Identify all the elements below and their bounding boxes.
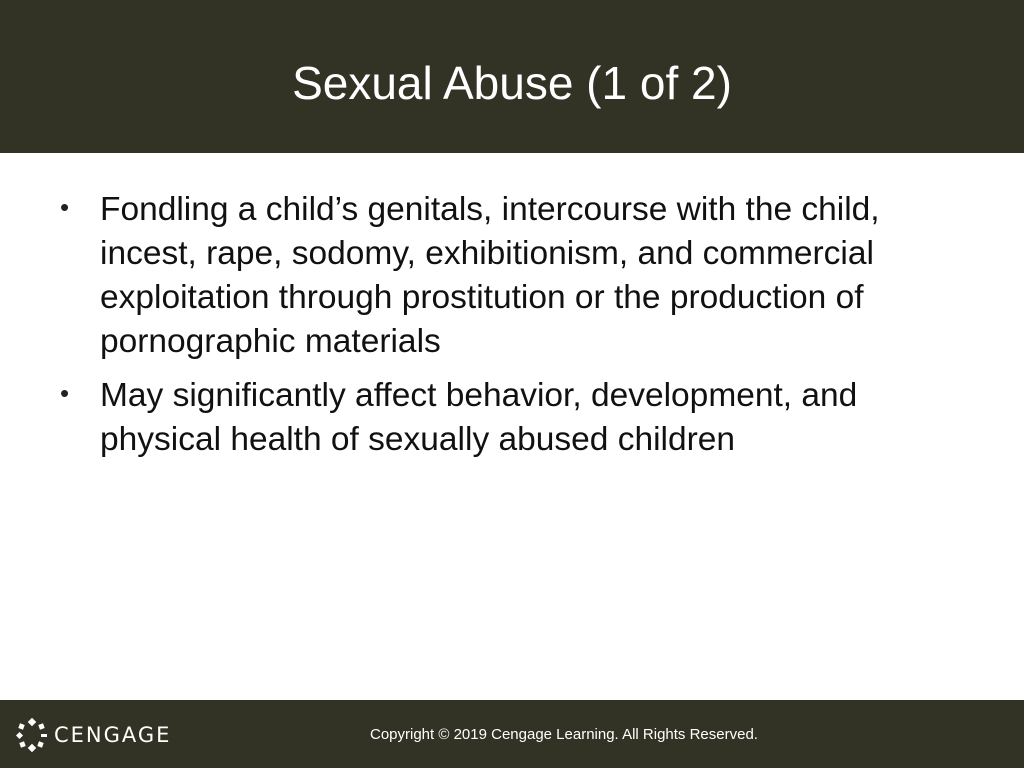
logo-text: CENGAGE: [54, 723, 172, 747]
bullet-text: May significantly affect behavior, development, and physical health of sexually abused children: [100, 377, 858, 458]
copyright-text: Copyright © 2019 Cengage Learning. All Rights Reserved.: [370, 726, 758, 743]
slide-footer: [0, 700, 1024, 768]
cengage-logo-icon: [16, 718, 48, 752]
bullet-dot: •: [60, 192, 70, 222]
cengage-logo: [16, 718, 171, 752]
bullet-item: [56, 374, 976, 462]
slide-header: [0, 0, 1024, 153]
bullet-text: Fondling a child’s genitals, intercourse with the child, incest, rape, sodomy, exhibitionism, and commercial exploitation through prostitution or the production of pornographic materials: [100, 191, 880, 360]
bullet-item: [56, 188, 976, 364]
slide-content: [56, 188, 976, 472]
bullet-dot: •: [60, 378, 70, 408]
slide-title: Sexual Abuse (1 of 2): [292, 56, 732, 109]
